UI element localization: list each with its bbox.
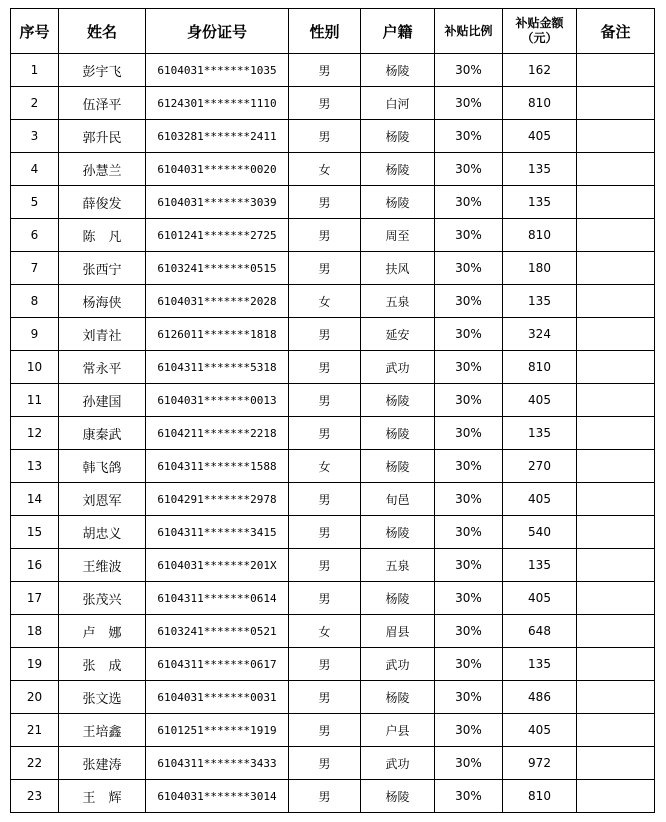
cell-ratio: 30% — [435, 219, 503, 252]
cell-name: 康秦武 — [59, 417, 146, 450]
cell-index: 6 — [11, 219, 59, 252]
cell-remark — [577, 780, 655, 813]
cell-index: 12 — [11, 417, 59, 450]
cell-name: 常永平 — [59, 351, 146, 384]
cell-index: 22 — [11, 747, 59, 780]
table-row — [11, 318, 655, 351]
cell-amount: 162 — [503, 54, 577, 87]
cell-amount: 135 — [503, 153, 577, 186]
cell-id-number: 6101251*******1919 — [146, 714, 289, 747]
cell-ratio: 30% — [435, 450, 503, 483]
cell-remark — [577, 714, 655, 747]
cell-index: 9 — [11, 318, 59, 351]
cell-hukou: 周至 — [361, 219, 435, 252]
cell-hukou: 杨陵 — [361, 120, 435, 153]
cell-gender: 女 — [289, 285, 361, 318]
cell-name: 胡忠义 — [59, 516, 146, 549]
cell-ratio: 30% — [435, 549, 503, 582]
cell-index: 20 — [11, 681, 59, 714]
header-ratio: 补贴比例 — [435, 9, 503, 54]
cell-hukou: 杨陵 — [361, 417, 435, 450]
cell-ratio: 30% — [435, 285, 503, 318]
cell-name: 郭升民 — [59, 120, 146, 153]
cell-amount: 405 — [503, 384, 577, 417]
cell-amount: 486 — [503, 681, 577, 714]
cell-index: 2 — [11, 87, 59, 120]
header-amount-line1: 补贴金额 — [515, 16, 564, 30]
cell-remark — [577, 384, 655, 417]
cell-index: 18 — [11, 615, 59, 648]
cell-name: 杨海侠 — [59, 285, 146, 318]
table-row — [11, 384, 655, 417]
cell-hukou: 五泉 — [361, 549, 435, 582]
cell-gender: 男 — [289, 186, 361, 219]
cell-ratio: 30% — [435, 714, 503, 747]
cell-amount: 180 — [503, 252, 577, 285]
cell-ratio: 30% — [435, 648, 503, 681]
cell-amount: 405 — [503, 714, 577, 747]
cell-hukou: 杨陵 — [361, 681, 435, 714]
cell-hukou: 杨陵 — [361, 516, 435, 549]
cell-amount: 135 — [503, 648, 577, 681]
cell-hukou: 杨陵 — [361, 450, 435, 483]
cell-id-number: 6104031*******0031 — [146, 681, 289, 714]
cell-amount: 810 — [503, 219, 577, 252]
cell-amount: 270 — [503, 450, 577, 483]
table-row — [11, 714, 655, 747]
cell-index: 16 — [11, 549, 59, 582]
cell-index: 5 — [11, 186, 59, 219]
cell-ratio: 30% — [435, 153, 503, 186]
table-row — [11, 549, 655, 582]
cell-index: 4 — [11, 153, 59, 186]
cell-name: 张 成 — [59, 648, 146, 681]
cell-remark — [577, 285, 655, 318]
cell-hukou: 旬邑 — [361, 483, 435, 516]
cell-id-number: 6103241*******0521 — [146, 615, 289, 648]
cell-name: 王培鑫 — [59, 714, 146, 747]
table-row — [11, 153, 655, 186]
cell-id-number: 6126011*******1818 — [146, 318, 289, 351]
table-row — [11, 681, 655, 714]
cell-ratio: 30% — [435, 516, 503, 549]
cell-gender: 男 — [289, 714, 361, 747]
cell-hukou: 武功 — [361, 747, 435, 780]
cell-remark — [577, 615, 655, 648]
cell-index: 1 — [11, 54, 59, 87]
cell-id-number: 6104311*******1588 — [146, 450, 289, 483]
cell-id-number: 6104211*******2218 — [146, 417, 289, 450]
cell-hukou: 杨陵 — [361, 582, 435, 615]
cell-remark — [577, 186, 655, 219]
table-row — [11, 87, 655, 120]
cell-amount: 810 — [503, 351, 577, 384]
cell-ratio: 30% — [435, 417, 503, 450]
table-row — [11, 120, 655, 153]
cell-ratio: 30% — [435, 351, 503, 384]
cell-gender: 女 — [289, 450, 361, 483]
cell-amount: 810 — [503, 87, 577, 120]
cell-gender: 男 — [289, 417, 361, 450]
table-row — [11, 780, 655, 813]
table-row — [11, 648, 655, 681]
table-row — [11, 483, 655, 516]
cell-index: 7 — [11, 252, 59, 285]
cell-gender: 男 — [289, 582, 361, 615]
table-row — [11, 582, 655, 615]
cell-index: 21 — [11, 714, 59, 747]
cell-name: 卢 娜 — [59, 615, 146, 648]
cell-id-number: 6124301*******1110 — [146, 87, 289, 120]
cell-index: 23 — [11, 780, 59, 813]
cell-name: 张文选 — [59, 681, 146, 714]
cell-ratio: 30% — [435, 384, 503, 417]
cell-id-number: 6104031*******2028 — [146, 285, 289, 318]
cell-remark — [577, 483, 655, 516]
cell-gender: 男 — [289, 54, 361, 87]
cell-id-number: 6104031*******3014 — [146, 780, 289, 813]
cell-amount: 540 — [503, 516, 577, 549]
cell-ratio: 30% — [435, 615, 503, 648]
cell-gender: 男 — [289, 549, 361, 582]
cell-index: 14 — [11, 483, 59, 516]
cell-remark — [577, 351, 655, 384]
cell-id-number: 6104031*******0020 — [146, 153, 289, 186]
cell-hukou: 武功 — [361, 648, 435, 681]
cell-id-number: 6104311*******0617 — [146, 648, 289, 681]
cell-name: 彭宇飞 — [59, 54, 146, 87]
cell-name: 刘青社 — [59, 318, 146, 351]
cell-ratio: 30% — [435, 681, 503, 714]
cell-remark — [577, 318, 655, 351]
cell-name: 张西宁 — [59, 252, 146, 285]
cell-name: 孙慧兰 — [59, 153, 146, 186]
cell-remark — [577, 153, 655, 186]
table-row — [11, 417, 655, 450]
cell-remark — [577, 120, 655, 153]
cell-hukou: 杨陵 — [361, 54, 435, 87]
table-row — [11, 615, 655, 648]
cell-hukou: 扶风 — [361, 252, 435, 285]
header-id-number: 身份证号 — [146, 9, 289, 54]
table-row — [11, 516, 655, 549]
cell-ratio: 30% — [435, 780, 503, 813]
cell-index: 10 — [11, 351, 59, 384]
cell-ratio: 30% — [435, 318, 503, 351]
cell-gender: 男 — [289, 681, 361, 714]
subsidy-roster-table — [10, 8, 655, 813]
header-amount — [503, 9, 577, 54]
table-row — [11, 186, 655, 219]
cell-remark — [577, 252, 655, 285]
cell-name: 薛俊发 — [59, 186, 146, 219]
cell-amount: 324 — [503, 318, 577, 351]
cell-amount: 135 — [503, 186, 577, 219]
cell-index: 11 — [11, 384, 59, 417]
header-row — [11, 9, 655, 54]
cell-remark — [577, 582, 655, 615]
cell-id-number: 6104031*******0013 — [146, 384, 289, 417]
cell-amount: 135 — [503, 417, 577, 450]
header-index: 序号 — [11, 9, 59, 54]
cell-gender: 男 — [289, 516, 361, 549]
cell-ratio: 30% — [435, 582, 503, 615]
table-row — [11, 351, 655, 384]
cell-hukou: 杨陵 — [361, 186, 435, 219]
cell-ratio: 30% — [435, 252, 503, 285]
cell-ratio: 30% — [435, 120, 503, 153]
cell-id-number: 6104311*******3415 — [146, 516, 289, 549]
cell-hukou: 武功 — [361, 351, 435, 384]
cell-amount: 405 — [503, 582, 577, 615]
cell-id-number: 6104291*******2978 — [146, 483, 289, 516]
cell-remark — [577, 747, 655, 780]
cell-name: 张茂兴 — [59, 582, 146, 615]
cell-id-number: 6103281*******2411 — [146, 120, 289, 153]
cell-name: 韩飞鸽 — [59, 450, 146, 483]
cell-amount: 135 — [503, 285, 577, 318]
cell-name: 张建涛 — [59, 747, 146, 780]
cell-amount: 810 — [503, 780, 577, 813]
cell-gender: 女 — [289, 615, 361, 648]
cell-gender: 男 — [289, 648, 361, 681]
cell-id-number: 6104311*******0614 — [146, 582, 289, 615]
cell-gender: 男 — [289, 318, 361, 351]
cell-remark — [577, 648, 655, 681]
cell-gender: 男 — [289, 219, 361, 252]
cell-amount: 405 — [503, 483, 577, 516]
cell-gender: 男 — [289, 252, 361, 285]
cell-ratio: 30% — [435, 87, 503, 120]
table-row — [11, 450, 655, 483]
cell-gender: 男 — [289, 120, 361, 153]
cell-name: 刘恩军 — [59, 483, 146, 516]
table-row — [11, 219, 655, 252]
cell-hukou: 延安 — [361, 318, 435, 351]
header-name: 姓名 — [59, 9, 146, 54]
cell-ratio: 30% — [435, 54, 503, 87]
cell-amount: 405 — [503, 120, 577, 153]
table-row — [11, 747, 655, 780]
header-remark: 备注 — [577, 9, 655, 54]
cell-ratio: 30% — [435, 483, 503, 516]
roster-body — [11, 54, 655, 813]
cell-id-number: 6104031*******3039 — [146, 186, 289, 219]
cell-remark — [577, 87, 655, 120]
cell-id-number: 6104031*******201X — [146, 549, 289, 582]
cell-id-number: 6101241*******2725 — [146, 219, 289, 252]
cell-remark — [577, 549, 655, 582]
cell-ratio: 30% — [435, 186, 503, 219]
cell-remark — [577, 516, 655, 549]
cell-gender: 男 — [289, 384, 361, 417]
cell-name: 王 辉 — [59, 780, 146, 813]
cell-name: 伍泽平 — [59, 87, 146, 120]
cell-id-number: 6104311*******5318 — [146, 351, 289, 384]
cell-amount: 648 — [503, 615, 577, 648]
table-row — [11, 54, 655, 87]
cell-id-number: 6103241*******0515 — [146, 252, 289, 285]
cell-id-number: 6104311*******3433 — [146, 747, 289, 780]
cell-gender: 男 — [289, 351, 361, 384]
cell-index: 19 — [11, 648, 59, 681]
cell-amount: 972 — [503, 747, 577, 780]
cell-remark — [577, 417, 655, 450]
cell-name: 孙建国 — [59, 384, 146, 417]
cell-hukou: 杨陵 — [361, 780, 435, 813]
cell-amount: 135 — [503, 549, 577, 582]
cell-gender: 男 — [289, 483, 361, 516]
table-row — [11, 252, 655, 285]
cell-gender: 男 — [289, 780, 361, 813]
cell-hukou: 户县 — [361, 714, 435, 747]
cell-hukou: 杨陵 — [361, 384, 435, 417]
cell-name: 王维波 — [59, 549, 146, 582]
cell-index: 15 — [11, 516, 59, 549]
cell-ratio: 30% — [435, 747, 503, 780]
table-row — [11, 285, 655, 318]
cell-index: 13 — [11, 450, 59, 483]
header-hukou: 户籍 — [361, 9, 435, 54]
cell-hukou: 五泉 — [361, 285, 435, 318]
cell-hukou: 眉县 — [361, 615, 435, 648]
cell-gender: 男 — [289, 747, 361, 780]
header-gender: 性别 — [289, 9, 361, 54]
subsidy-roster-sheet — [10, 8, 655, 813]
cell-remark — [577, 681, 655, 714]
cell-gender: 女 — [289, 153, 361, 186]
cell-name: 陈 凡 — [59, 219, 146, 252]
cell-index: 17 — [11, 582, 59, 615]
cell-remark — [577, 450, 655, 483]
cell-index: 8 — [11, 285, 59, 318]
cell-id-number: 6104031*******1035 — [146, 54, 289, 87]
cell-index: 3 — [11, 120, 59, 153]
cell-remark — [577, 219, 655, 252]
cell-remark — [577, 54, 655, 87]
cell-hukou: 杨陵 — [361, 153, 435, 186]
cell-hukou: 白河 — [361, 87, 435, 120]
header-amount-line2: （元） — [521, 31, 558, 45]
cell-gender: 男 — [289, 87, 361, 120]
